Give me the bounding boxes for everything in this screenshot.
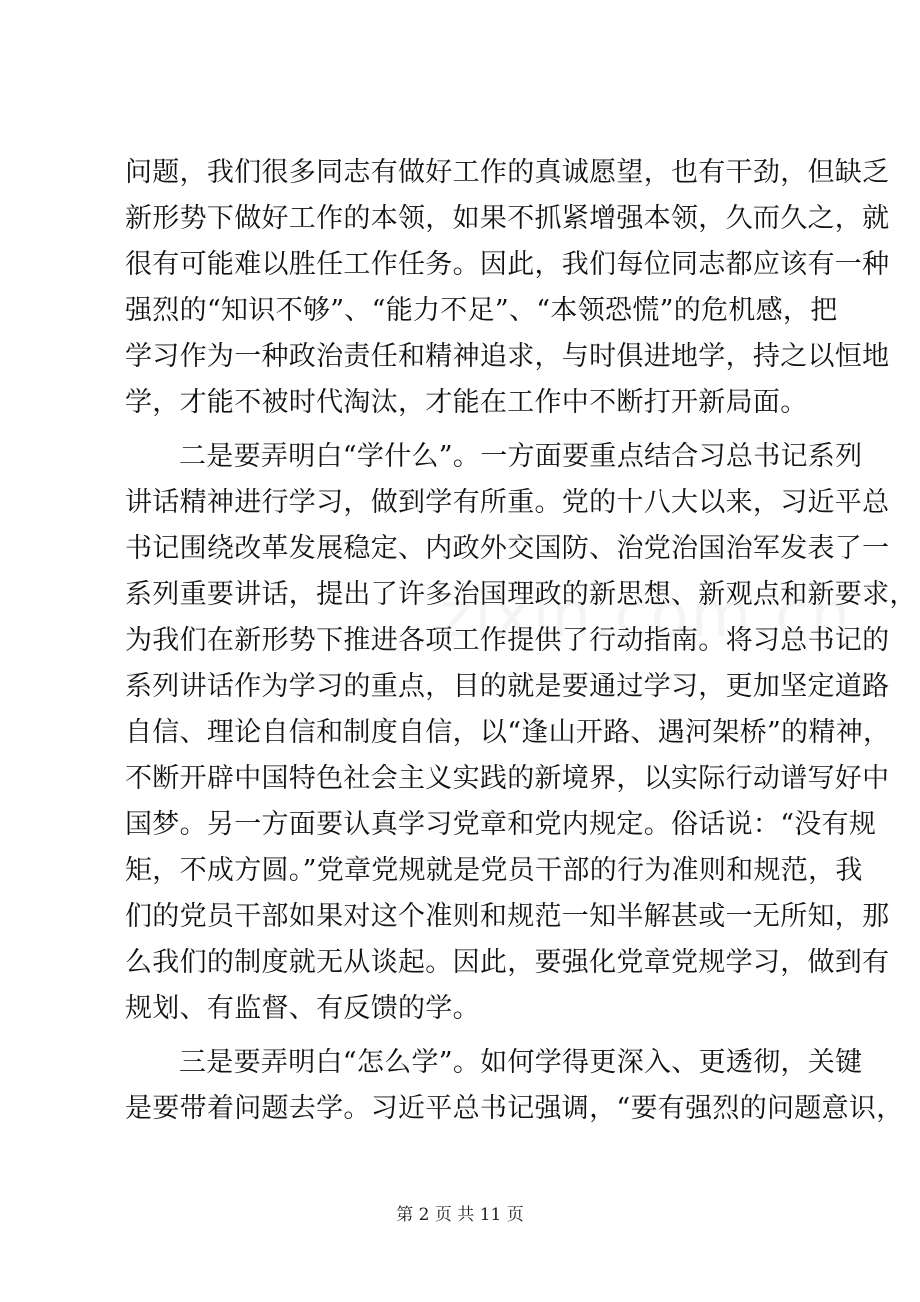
text-line: 三是要弄明白“怎么学”。如何学得更深入、更透彻，关键: [179, 1047, 863, 1078]
text-line: 为我们在新形势下推进各项工作提供了行动指南。将习总书记的: [125, 625, 890, 656]
text-line: 国梦。另一方面要认真学习党章和党内规定。俗话说：“没有规: [125, 809, 877, 840]
text-line: 强烈的“知识不够”、“能力不足”、“本领恐慌”的危机感，把: [125, 295, 838, 326]
text-line: 系列讲话作为学习的重点，目的就是要通过学习，更加坚定道路: [125, 671, 890, 702]
text-line: 自信、理论自信和制度自信，以“逢山开路、遇河架桥”的精神，: [125, 717, 891, 748]
text-line: 新形势下做好工作的本领，如果不抓紧增强本领，久而久之，就: [125, 203, 890, 234]
text-line: 很有可能难以胜任工作任务。因此，我们每位同志都应该有一种: [125, 249, 890, 280]
text-line: 系列重要讲话，提出了许多治国理政的新思想、新观点和新要求，: [125, 579, 917, 610]
text-line: 讲话精神进行学习，做到学有所重。党的十八大以来，习近平总: [125, 487, 890, 518]
text-line: 不断开辟中国特色社会主义实践的新境界，以实际行动谱写好中: [125, 763, 890, 794]
text-line: 二是要弄明白“学什么”。一方面要重点结合习总书记系列: [179, 441, 863, 472]
text-line: 们的党员干部如果对这个准则和规范一知半解甚或一无所知，那: [125, 901, 890, 932]
page-number-footer: 第 2 页 共 11 页: [396, 1205, 524, 1225]
text-line: 问题，我们很多同志有做好工作的真诚愿望，也有干劲，但缺乏: [125, 157, 890, 188]
paragraph-3: [125, 1040, 904, 1132]
text-line: 么我们的制度就无从谈起。因此，要强化党章党规学习，做到有: [125, 947, 890, 978]
text-line: 学习作为一种政治责任和精神追求，与时俱进地学，持之以恒地: [125, 341, 890, 372]
document-body: [125, 150, 917, 1132]
text-line: 学，才能不被时代淘汰，才能在工作中不断打开新局面。: [125, 387, 808, 418]
text-line: 规划、有监督、有反馈的学。: [125, 993, 480, 1024]
paragraph-2: [125, 434, 917, 1032]
paragraph-1: [125, 150, 890, 426]
text-line: 书记围绕改革发展稳定、内政外交国防、治党治国治军发表了一: [125, 533, 890, 564]
text-line: 是要带着问题去学。习近平总书记强调，“要有强烈的问题意识，: [125, 1093, 904, 1124]
text-line: 矩，不成方圆。”党章党规就是党员干部的行为准则和规范，我: [125, 855, 863, 886]
